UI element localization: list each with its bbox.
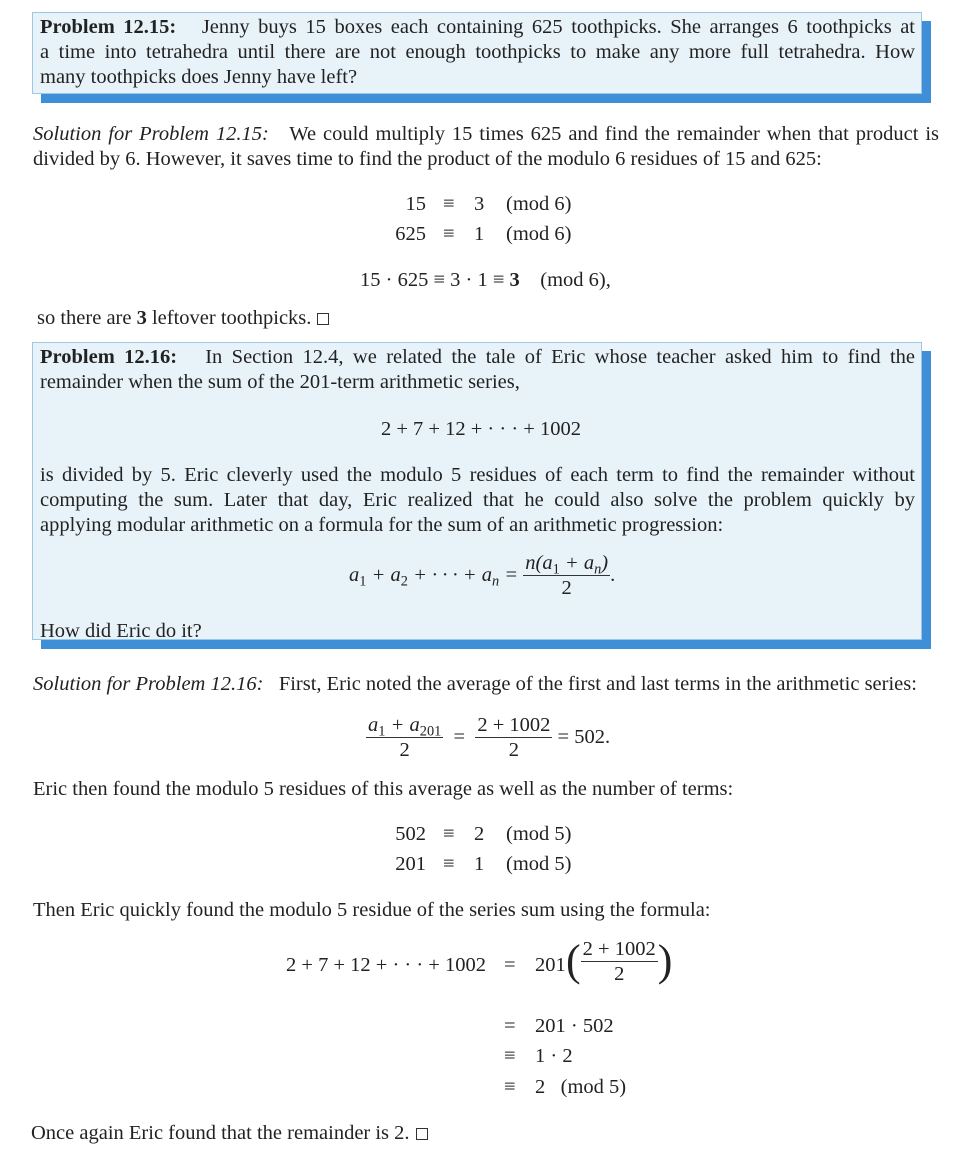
problem-12-15-line1 [40,15,915,40]
average-numerator-1: $a_1 + a_{201}$ [368,714,442,740]
step-rhs: 2 (mod 5) [535,1076,627,1098]
problem-12-16-box [32,342,922,640]
formula-fraction [523,551,610,600]
solution-12-15-label: Solution for Problem 12.15: [33,123,269,145]
congruence-mod: (mod 5) [506,853,572,875]
solution-12-16-line3: Then Eric quickly found the modulo 5 residue of the series sum using the formula: [33,899,711,921]
congruence-rel: ≡ [443,823,455,845]
problem-12-16-line2: remainder when the sum of the 201-term arithmetic series, [40,371,520,393]
conclusion-number: 3 [136,307,147,329]
solution-12-16-text1: First, Eric noted the average of the first and last terms in the arithmetic series: [278,673,917,695]
problem-12-16-line3: is divided by 5. Eric cleverly used the modulo 5 residues of each term to find the remainder without [40,464,915,486]
formula-denominator: 2 [561,577,572,599]
sum-formula: $a_1 + a_2$ + · · · + $a_n$ = $\frac{n(a_1 + a_n)}{2}$ . [349,552,616,599]
solution-12-15-line2: divided by 6. However, it saves time to find the product of the modulo 6 residues of 15 and 625: [33,148,822,170]
product-eq-lhs: 15 · 625 ≡ 3 · 1 ≡ [360,269,510,291]
qed-square-icon [317,313,329,325]
average-denominator-1: 2 [399,739,410,761]
formula-lhs: $a_1 + a_2$ + · · · + $a_n$ = [349,564,519,590]
solution-12-15-line1 [33,122,939,147]
qed-square-icon [416,1128,428,1140]
right-paren: ) [657,936,673,985]
step-rhs: 201 · 502 [535,1015,614,1037]
problem-12-15-box [32,12,922,94]
product-equation [360,268,611,293]
problem-12-15-label: Problem 12.15: [40,16,177,38]
problem-12-16-question: How did Eric do it? [40,620,202,642]
step1-denominator: 2 [614,962,625,985]
congruence-lhs: 15 [405,193,426,215]
step-rhs: 1 · 2 [535,1045,573,1067]
congruence-rhs: 2 [474,823,485,845]
problem-12-15-text1: Jenny buys 15 boxes each containing 625 toothpicks. She arranges 6 toothpicks at [201,16,915,38]
problem-12-16-line4: computing the sum. Later that day, Eric realized that he could also solve the problem quickly by [40,489,915,511]
series-expression: 2 + 7 + 12 + · · · + 1002 [381,418,581,440]
solution-12-16-label: Solution for Problem 12.16: [33,673,264,695]
conclusion-text: Once again Eric found that the remainder is 2. [31,1122,410,1144]
congruence-rhs: 1 [474,223,485,245]
average-denominator-2: 2 [508,739,519,761]
congruence-lhs: 502 [395,823,426,845]
congruence-lhs: 201 [395,853,426,875]
congruence-mod: (mod 5) [506,823,572,845]
step-rel: = [504,1015,516,1037]
average-numerator-2: 2 + 1002 [477,714,551,736]
step-lhs: 2 + 7 + 12 + · · · + 1002 [286,954,486,976]
congruence-rel: ≡ [443,193,455,215]
solution-12-16-conclusion [31,1121,428,1146]
product-eq-mod: (mod 6), [540,269,611,291]
solution-12-15-text1: We could multiply 15 times 625 and find the remainder when that product is [289,123,940,145]
problem-12-15-line3: many toothpicks does Jenny have left? [40,66,358,88]
left-paren: ( [566,936,581,985]
formula-numerator: $n(a_1 + a_n)$ [525,552,609,578]
problem-12-16-line5: applying modular arithmetic on a formula for the sum of an arithmetic progression: [40,514,724,536]
product-eq-result: 3 [509,269,520,291]
congruence-mod: (mod 6) [506,193,572,215]
step-rel: ≡ [504,1076,516,1098]
average-fraction-2 [475,713,552,762]
average-fraction-1 [366,713,443,762]
congruence-mod: (mod 6) [506,223,572,245]
step1-paren-fraction [566,936,672,986]
solution-12-16-line1 [33,672,917,697]
congruence-rhs: 1 [474,853,485,875]
problem-12-16-label: Problem 12.16: [40,346,178,368]
problem-12-16-text1: In Section 12.4, we related the tale of Eric whose teacher asked him to find the [205,346,916,368]
step1-numerator: 2 + 1002 [582,937,656,960]
problem-12-15-line2: a time into tetrahedra until there are not enough toothpicks to make any more full tetrahedra. How [40,41,915,63]
average-equation: $\frac{a_1 + a_{201}}{2}$ = $\frac{2 + 1002}{2}$ = 502. [368,714,611,761]
step-rel: ≡ [504,1045,516,1067]
solution-12-16-line2: Eric then found the modulo 5 residues of this average as well as the number of terms: [33,778,734,800]
solution-12-15-conclusion [37,306,329,331]
problem-12-16-line1 [40,345,915,370]
conclusion-text: so there are [37,307,137,329]
congruence-lhs: 625 [395,223,426,245]
congruence-rel: ≡ [443,853,455,875]
step1-fraction [581,937,658,986]
conclusion-text: leftover toothpicks. [146,307,312,329]
congruence-rhs: 3 [474,193,485,215]
step-rhs: 201 [535,954,566,976]
average-result: = 502. [557,726,611,748]
step-rel: = [504,954,516,976]
congruence-rel: ≡ [443,223,455,245]
